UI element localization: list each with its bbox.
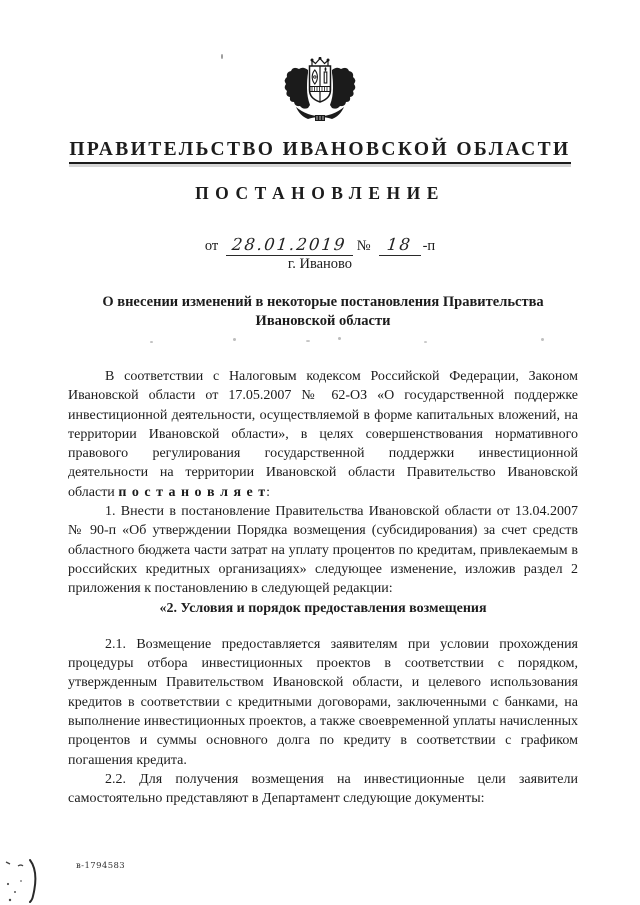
number-blank-field xyxy=(379,235,421,256)
handwritten-date: 28.01.2019 xyxy=(231,235,348,254)
scan-speck xyxy=(233,338,236,341)
scan-speck xyxy=(338,337,341,340)
scan-speck xyxy=(541,338,544,341)
document-body xyxy=(68,367,578,809)
scan-speck xyxy=(306,340,310,342)
resolves-colon: : xyxy=(266,484,271,500)
lion-supporter xyxy=(285,68,310,109)
date-number-row xyxy=(0,235,640,256)
org-name-heading xyxy=(0,139,640,164)
preamble-text: В соответствии с Налоговым кодексом Российской Федерации, Законом Ивановской области от 17.05.2007 № 62-ОЗ «О государственной поддержке инвестиционной деятельности, осуществляемой в форме капитальных вложений, на территории Ивановской области», в целях совершенствования нормативного правового регулирования государственной поддержки инвестиционной деятельности на территории Ивановской области Правительство Ивановской области xyxy=(68,369,578,500)
registration-code: в-1794583 xyxy=(76,861,126,871)
ivanovo-coat-of-arms-icon xyxy=(282,57,358,124)
number-sign-label: № xyxy=(356,238,371,254)
scan-speck xyxy=(424,341,427,343)
city-line: г. Иваново xyxy=(287,256,353,272)
subject-title: О внесении изменений в некоторые постановления Правительства Ивановской области xyxy=(102,294,544,329)
org-name-text: ПРАВИТЕЛЬСТВО ИВАНОВСКОЙ ОБЛАСТИ xyxy=(69,139,570,164)
scan-speck xyxy=(221,54,223,59)
doc-type-heading: ПОСТАНОВЛЕНИЕ xyxy=(195,183,445,203)
item-1-paragraph: 1. Внести в постановление Правительства Ивановской области от 13.04.2007 № 90-п «Об утверждении Порядка возмещения (субсидирования) за счет средств областного бюджета части затрат на уплату процентов по кредитам, привлекаемым в российских кредитных организациях» следующее изменение, изложив раздел 2 приложения к постановлению в следующей редакции: xyxy=(68,504,578,597)
section-2-heading: «2. Условия и порядок предоставления возмещения xyxy=(159,600,487,616)
griffin-supporter xyxy=(330,68,355,109)
handwritten-number: 18 xyxy=(386,235,414,254)
date-blank-field xyxy=(226,235,352,256)
pen-scribble-mark xyxy=(0,854,48,905)
scan-speck xyxy=(150,341,153,343)
resolves-bold-text: п о с т а н о в л я е т xyxy=(118,484,267,500)
number-suffix-label: -п xyxy=(422,238,436,254)
date-prefix-label: от xyxy=(204,238,219,254)
coat-of-arms-emblem xyxy=(282,57,358,124)
clause-2-2-paragraph: 2.2. Для получения возмещения на инвестиционные цели заявители самостоятельно представляют в Департамент следующие документы: xyxy=(68,771,578,807)
clause-2-1-paragraph: 2.1. Возмещение предоставляется заявителям при условии прохождения процедуры отбора инвестиционных проектов в соответствии с порядком, утвержденным Правительством Ивановской области, и целевого использования кредитов в соответствии с кредитными договорами, заключенными с банками, на выполнение инвестиционных проектов, а также своевременной уплаты начисленных процентов и суммы основного долга по кредиту в соответствии с графиком погашения кредита. xyxy=(68,636,578,768)
preamble-paragraph xyxy=(68,367,578,502)
